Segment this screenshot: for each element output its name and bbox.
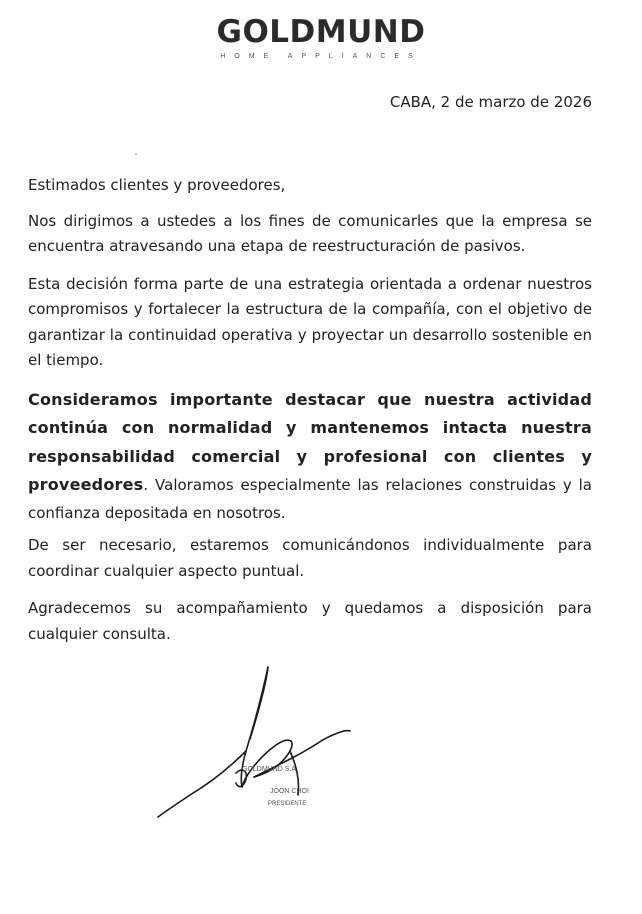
- company-logo: GOLDMUND: [216, 14, 426, 50]
- stamp-line-1: GOLDMUND S.A.: [242, 766, 299, 773]
- handwritten-signature: [150, 655, 370, 855]
- salutation: Estimados clientes y proveedores,: [28, 176, 286, 194]
- paragraph-3-bold: Consideramos importante destacar que nuestra actividad continúa con normalidad y mantenemos intacta nuestra responsabilidad comercial y profesional con clientes y proveedores: [28, 389, 592, 494]
- paragraph-1: Nos dirigimos a ustedes a los fines de comunicarles que la empresa se encuentra atravesando una etapa de reestructuración de pasivos.: [28, 211, 592, 255]
- paragraph-3-rest: . Valoramos especialmente las relaciones construidas y la confianza depositada en nosotros.: [28, 476, 592, 522]
- stamp-line-3: PRESIDENTE: [268, 801, 307, 807]
- paragraph-3: [28, 386, 592, 528]
- paragraph-5: Agradecemos su acompañamiento y quedamos a disposición para cualquier consulta.: [28, 599, 592, 643]
- stamp-line-2: JOON CHOI: [270, 788, 309, 795]
- letter-body: [28, 173, 592, 659]
- paragraph-4: De ser necesario, estaremos comunicándonos individualmente para coordinar cualquier aspecto puntual.: [28, 536, 592, 580]
- company-tagline: HOME APPLIANCES: [220, 53, 422, 60]
- paragraph-2: Esta decisión forma parte de una estrategia orientada a ordenar nuestros compromisos y fortalecer la estructura de la compañía, con el objetivo de garantizar la continuidad operativa y proyectar un desarrollo sostenible en el tiempo.: [28, 274, 592, 369]
- letter-date: CABA, 2 de marzo de 2026: [389, 93, 592, 111]
- scan-speck: [135, 153, 137, 155]
